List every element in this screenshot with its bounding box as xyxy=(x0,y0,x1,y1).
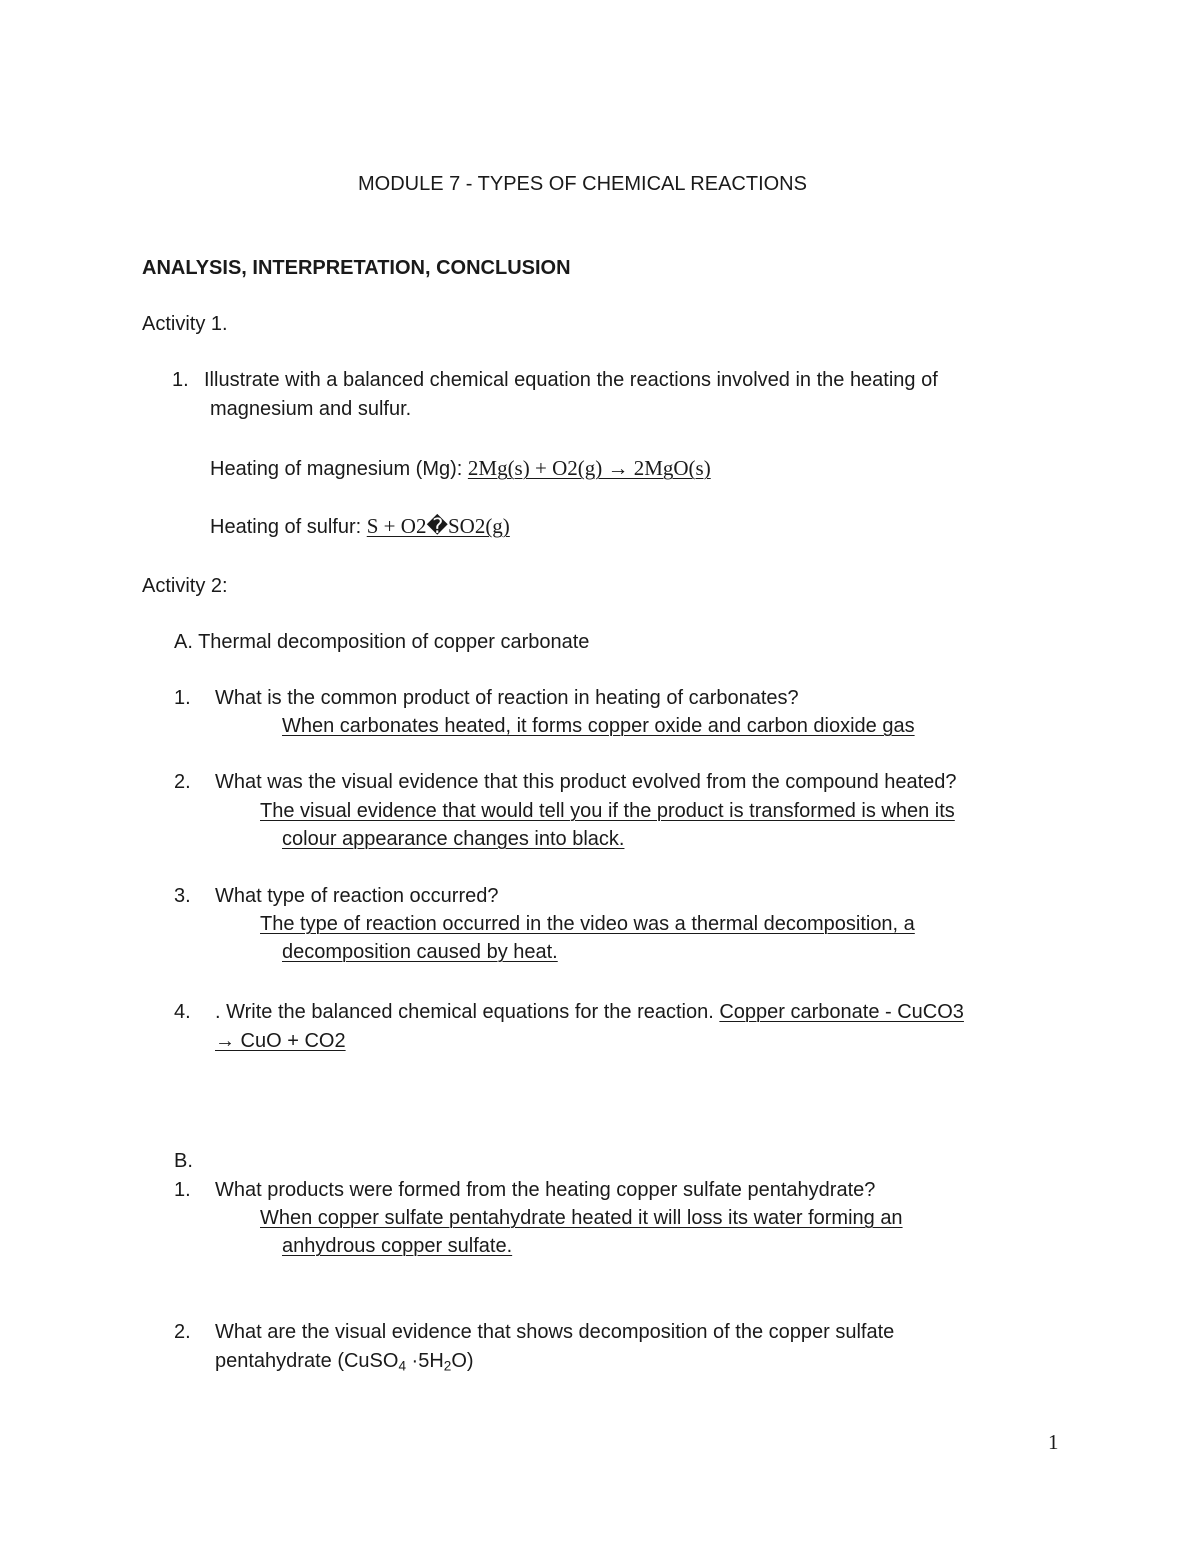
a2-q4-answer: Copper carbonate - CuCO3 xyxy=(719,1001,964,1023)
b-q1-number: 1. xyxy=(174,1179,191,1201)
a2-q4-line xyxy=(215,1000,964,1024)
s-label: Heating of sulfur: xyxy=(210,516,367,538)
a2-q4-answer-cont: → CuO + CO2 xyxy=(215,1030,346,1052)
a1-q1-text-cont: magnesium and sulfur. xyxy=(210,398,412,420)
b-q2-formula-line xyxy=(215,1349,474,1375)
page-number: 1 xyxy=(1048,1430,1059,1454)
a2-q4-number: 4. xyxy=(174,1001,191,1023)
page-title: MODULE 7 - TYPES OF CHEMICAL REACTIONS xyxy=(358,173,807,195)
mg-equation-line xyxy=(210,456,711,481)
a2-q2-number: 2. xyxy=(174,771,191,793)
b-q2-formula-sub2: 2 xyxy=(443,1358,452,1374)
a2-q1-answer: When carbonates heated, it forms copper oxide and carbon dioxide gas xyxy=(282,715,915,737)
mg-equation: 2Mg(s) + O2(g) → 2MgO(s) xyxy=(467,456,711,480)
mg-label: Heating of magnesium (Mg): xyxy=(210,458,468,480)
b-q2-number: 2. xyxy=(174,1321,191,1343)
b-q2-formula-sub1: 4 xyxy=(398,1358,406,1374)
a2-q4-text: . Write the balanced chemical equations for the reaction. xyxy=(215,1001,720,1023)
b-q1-answer: When copper sulfate pentahydrate heated it will loss its water forming an xyxy=(260,1207,903,1229)
a2-q1-text: What is the common product of reaction in heating of carbonates? xyxy=(215,687,799,709)
a1-q1-text: Illustrate with a balanced chemical equation the reactions involved in the heating of xyxy=(204,369,938,391)
b-q1-answer-cont: anhydrous copper sulfate. xyxy=(282,1235,513,1257)
a2-q3-number: 3. xyxy=(174,885,191,907)
b-q2-formula-mid: ·5H xyxy=(406,1350,444,1372)
a2-q3-text: What type of reaction occurred? xyxy=(215,885,499,907)
b-q2-text: What are the visual evidence that shows decomposition of the copper sulfate xyxy=(215,1321,895,1343)
a2-q3-answer: The type of reaction occurred in the video was a thermal decomposition, a xyxy=(260,913,915,935)
b-q2-formula-suffix: O) xyxy=(451,1350,474,1372)
b-q2-formula-prefix: pentahydrate (CuSO xyxy=(215,1350,399,1372)
activity-2-label: Activity 2: xyxy=(142,575,228,597)
a2-q1-number: 1. xyxy=(174,687,191,709)
a2-q2-answer-cont: colour appearance changes into black. xyxy=(282,828,625,850)
s-equation: S + O2�SO2(g) xyxy=(366,514,510,538)
part-a-heading: A. Thermal decomposition of copper carbonate xyxy=(174,631,590,653)
a2-q2-text: What was the visual evidence that this product evolved from the compound heated? xyxy=(215,771,957,793)
s-equation-line xyxy=(210,514,510,539)
section-heading: ANALYSIS, INTERPRETATION, CONCLUSION xyxy=(142,257,571,279)
activity-1-label: Activity 1. xyxy=(142,313,228,335)
a2-q3-answer-cont: decomposition caused by heat. xyxy=(282,941,558,963)
part-b-heading: B. xyxy=(174,1150,193,1172)
a1-q1-number: 1. xyxy=(172,369,189,391)
b-q1-text: What products were formed from the heating copper sulfate pentahydrate? xyxy=(215,1179,876,1201)
a2-q2-answer: The visual evidence that would tell you if the product is transformed is when its xyxy=(260,800,955,822)
